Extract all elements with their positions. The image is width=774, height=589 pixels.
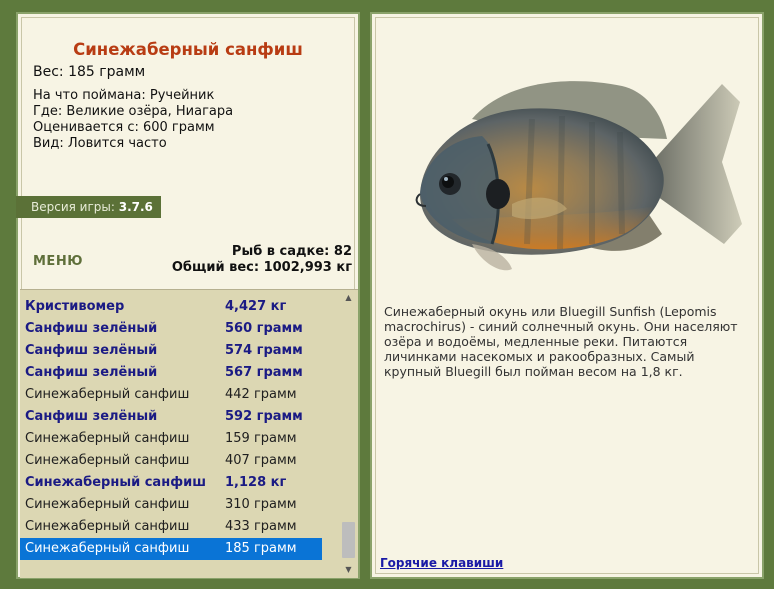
- catch-fish-name: Синежаберный санфиш: [25, 387, 190, 402]
- arrow-up-icon[interactable]: ▲: [345, 293, 352, 302]
- catch-fish-name: Синежаберный санфиш: [25, 475, 207, 490]
- hotkeys-link[interactable]: Горячие клавиши: [380, 556, 504, 570]
- total-weight: Общий вес: 1002,993 кг: [171, 260, 352, 275]
- catch-fish-name: Санфиш зелёный: [25, 365, 158, 380]
- catch-row[interactable]: [20, 362, 322, 384]
- catch-fish-weight: 185 грамм: [225, 541, 297, 556]
- catch-fish-weight: 159 грамм: [225, 431, 297, 446]
- version-bar: [16, 196, 161, 218]
- catch-fish-name: Синежаберный санфиш: [25, 497, 190, 512]
- catch-fish-weight: 567 грамм: [225, 365, 303, 380]
- fish-title: Синежаберный санфиш: [73, 40, 303, 59]
- catch-list[interactable]: [20, 289, 358, 578]
- catch-fish-name: Кристивомер: [25, 299, 125, 314]
- catch-fish-weight: 442 грамм: [225, 387, 297, 402]
- fish-description: Синежаберный окунь или Bluegill Sunfish (Lepomis macrochirus) - синий солнечный окунь. Они населяют озёра и водоёмы, медленные реки. Питаются личинками насекомых и ракообразных. Самый крупный Bluegill был пойман весом на 1,8 кг.: [384, 304, 738, 379]
- catch-fish-weight: 574 грамм: [225, 343, 303, 358]
- catch-row[interactable]: [20, 472, 322, 494]
- fish-info-panel: [16, 12, 360, 579]
- catch-fish-weight: 560 грамм: [225, 321, 303, 336]
- catch-row[interactable]: [20, 450, 322, 472]
- catch-fish-weight: 407 грамм: [225, 453, 297, 468]
- catch-fish-weight: 433 грамм: [225, 519, 297, 534]
- catch-row[interactable]: [20, 340, 322, 362]
- catch-row[interactable]: [20, 384, 322, 406]
- catch-fish-name: Синежаберный санфиш: [25, 519, 190, 534]
- menu-button[interactable]: МЕНЮ: [33, 254, 83, 269]
- fish-weight: Вес: 185 грамм: [33, 64, 146, 80]
- fish-bait-info: На что поймана: Ручейник: [33, 88, 215, 103]
- catch-fish-weight: 310 грамм: [225, 497, 297, 512]
- catch-row[interactable]: [20, 406, 322, 428]
- catch-fish-name: Санфиш зелёный: [25, 409, 158, 424]
- catch-row[interactable]: [20, 318, 322, 340]
- catch-row[interactable]: [20, 296, 322, 318]
- catch-fish-weight: 4,427 кг: [225, 299, 287, 314]
- fish-catch-frequency-info: Вид: Ловится часто: [33, 136, 167, 151]
- version-label: Версия игры:: [31, 200, 115, 214]
- catch-fish-name: Синежаберный санфиш: [25, 431, 190, 446]
- arrow-down-icon[interactable]: ▼: [345, 565, 352, 574]
- catch-row[interactable]: [20, 538, 322, 560]
- fish-details-panel: [370, 12, 764, 579]
- catch-fish-name: Санфиш зелёный: [25, 321, 158, 336]
- scroll-thumb[interactable]: [342, 522, 355, 558]
- fish-in-net-count: Рыб в садке: 82: [231, 244, 352, 259]
- catch-list-scrollbar[interactable]: [340, 290, 357, 578]
- bluegill-fish-image: [392, 44, 747, 294]
- catch-fish-name: Синежаберный санфиш: [25, 453, 190, 468]
- fish-value-info: Оценивается с: 600 грамм: [33, 120, 215, 135]
- catch-row[interactable]: [20, 494, 322, 516]
- catch-fish-weight: 592 грамм: [225, 409, 303, 424]
- catch-row[interactable]: [20, 516, 322, 538]
- catch-fish-name: Синежаберный санфиш: [25, 541, 190, 556]
- catch-fish-weight: 1,128 кг: [225, 475, 287, 490]
- fish-location-info: Где: Великие озёра, Ниагара: [33, 104, 234, 119]
- version-value: 3.7.6: [118, 200, 153, 214]
- catch-fish-name: Санфиш зелёный: [25, 343, 158, 358]
- catch-row[interactable]: [20, 428, 322, 450]
